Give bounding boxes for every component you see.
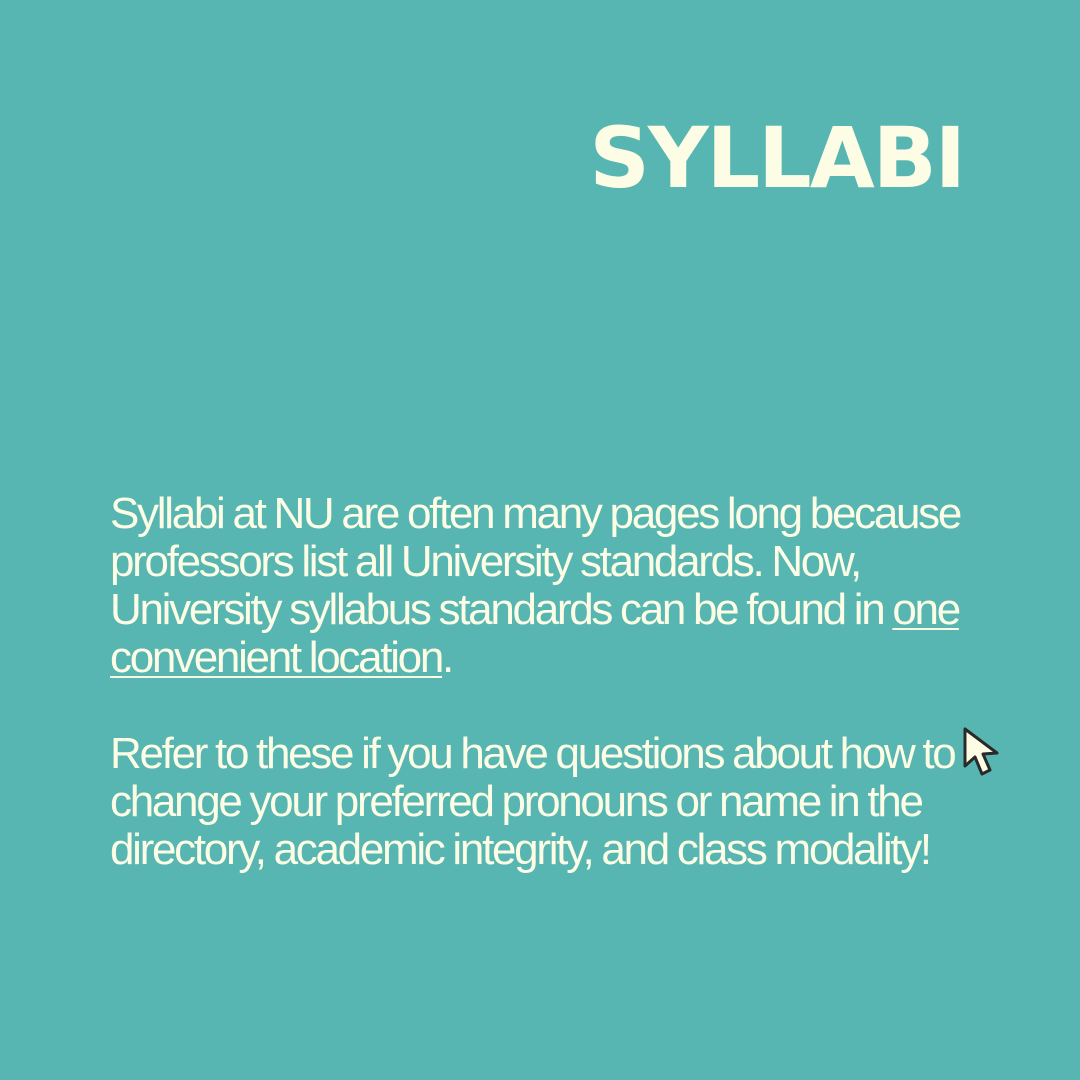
mouse-pointer-icon	[962, 726, 1016, 782]
page-title: SYLLABI	[589, 109, 964, 207]
body-text	[110, 490, 970, 874]
convenient-location-link[interactable]: one convenient location	[110, 585, 959, 682]
paragraph-syllabi-info	[110, 490, 970, 682]
paragraph-refer-info: Refer to these if you have questions about how to change your preferred pronouns or name in the directory, academic integrity, and class modality!	[110, 729, 955, 874]
paragraph-1-text: Syllabi at NU are often many pages long because professors list all University standards. Now, University syllabus standards can be found in	[110, 489, 961, 634]
paragraph-1-ending: .	[442, 633, 452, 682]
